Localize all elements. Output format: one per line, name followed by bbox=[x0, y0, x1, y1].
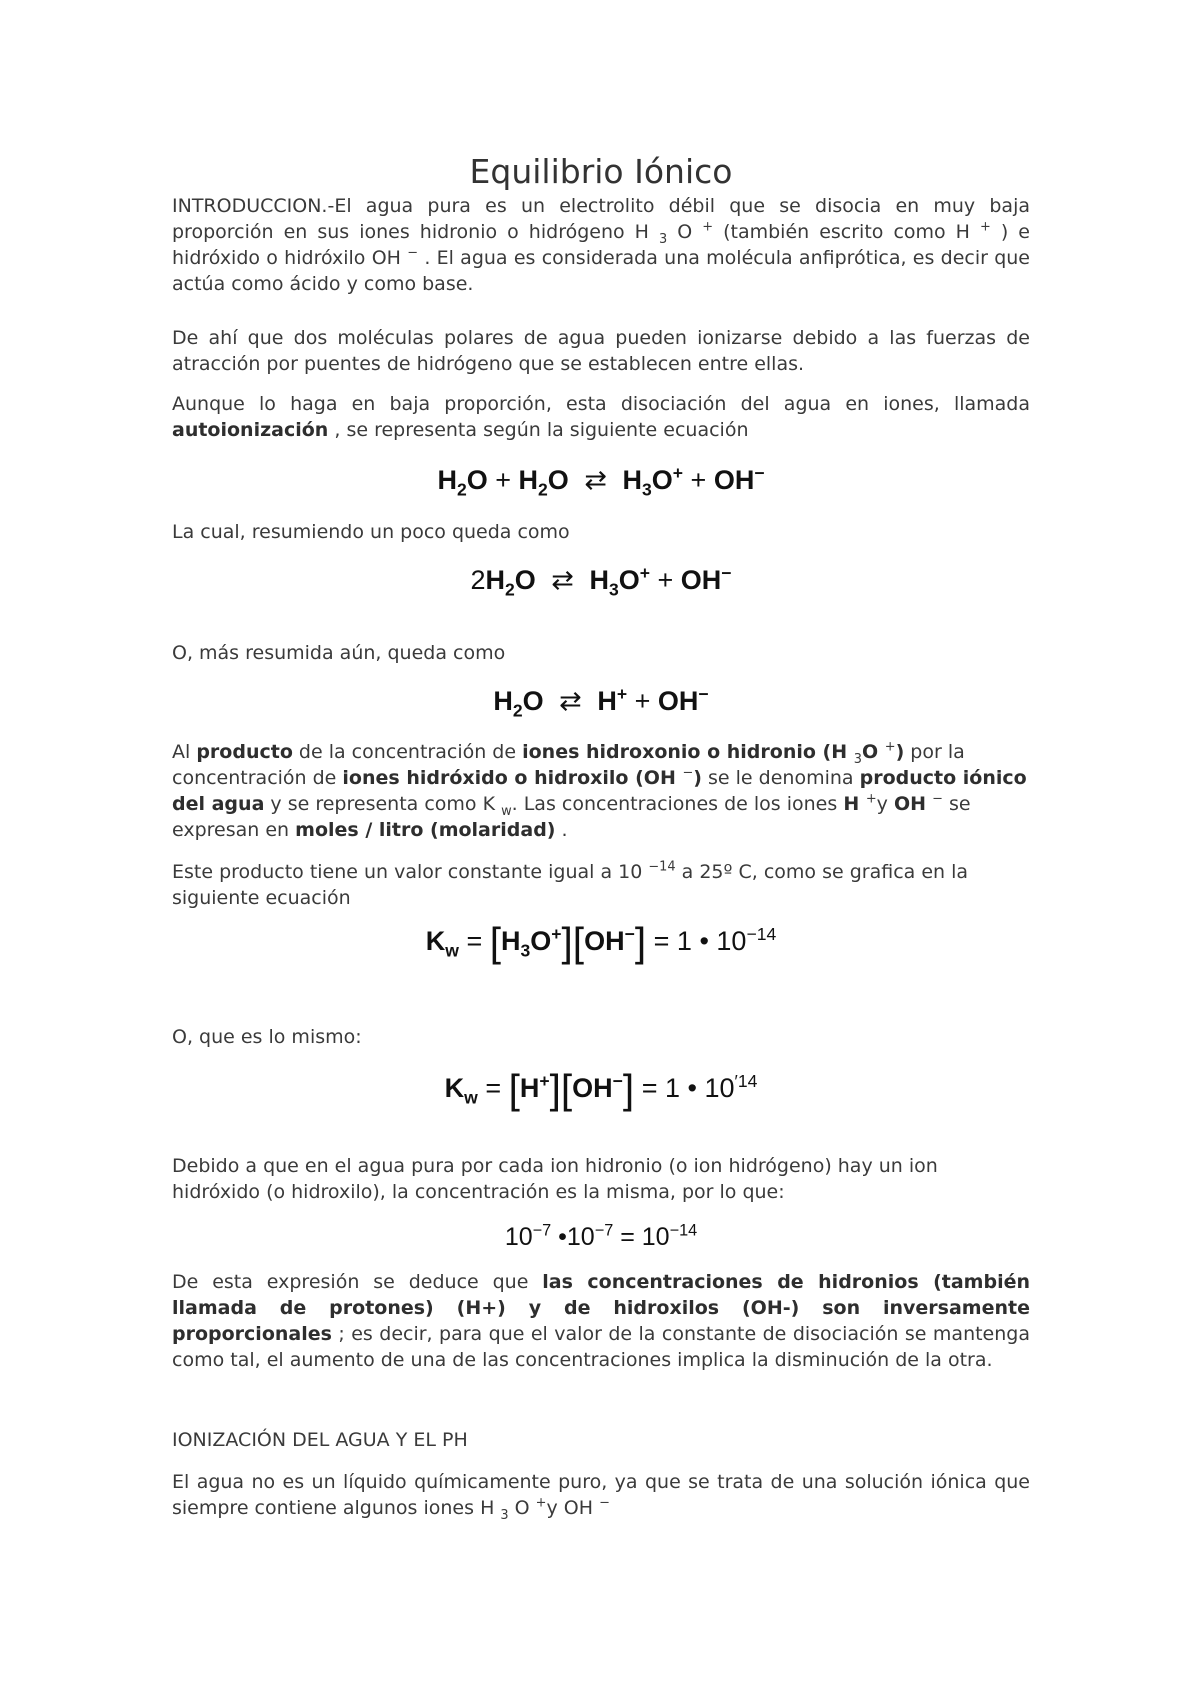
paragraph-equivalently: O, que es lo mismo: bbox=[172, 1026, 362, 1048]
paragraph-equal-concentration: Debido a que en el agua pura por cada ion hidronio (o ion hidrógeno) hay un ion hidróxido (o hidroxilo), la concentración es la misma, por lo que: bbox=[172, 1155, 938, 1203]
paragraph-constant-value: Este producto tiene un valor constante igual a 10 $^{-14}$ a 25º C, como se grafica en la siguiente ecuación bbox=[172, 859, 969, 909]
paragraph-ionic-product: Al producto de la concentración de iones hidroxonio o hidronio (H $_3$O +) por la concentración de iones hidróxido o hidroxilo (OH −) se le denomina producto iónico del agua y se representa como K $_w$. Las concentraciones de los iones H +y OH − se expresan en moles / litro (molaridad) . bbox=[172, 739, 1027, 841]
paragraph-water-not-pure: El agua no es un líquido químicamente puro, ya que se trata de una solución iónica que siempre contiene algunos iones H $_3$ O +y OH − bbox=[172, 1471, 1030, 1523]
equation-kw-hydrogen: $K_w = [H^+][OH^-] = 1$ • $10^{'14}$ bbox=[444, 1066, 758, 1112]
paragraph-autoionization: Aunque lo haga en baja proporción, esta disociación del agua en iones, llamada autoionización , se representa según la siguiente ecuación bbox=[172, 393, 1030, 441]
section-heading-ionization: IONIZACIÓN DEL AGUA Y EL PH bbox=[172, 1429, 468, 1451]
paragraph-inverse-proportionality: De esta expresión se deduce que las concentraciones de hidronios (también llamada de protones) (H+) y de hidroxilos (OH-) son inversamente proporcionales ; es decir, para que el valor de la constante de disociación se mantenga como tal, el aumento de una de las concentraciones implica la disminución de la otra. bbox=[172, 1271, 1030, 1371]
paragraph-more-summarized: O, más resumida aún, queda como bbox=[172, 642, 506, 664]
paragraph-summary: La cual, resumiendo un poco queda como bbox=[172, 521, 570, 543]
document-title: Equilibrio Iónico bbox=[469, 152, 733, 191]
equilibrium-arrow-icon: ⇄ bbox=[584, 465, 607, 495]
paragraph-polar-molecules: De ahí que dos moléculas polares de agua pueden ionizarse debido a las fuerzas de atracción por puentes de hidrógeno que se establecen entre ellas. bbox=[172, 327, 1030, 375]
document-page bbox=[172, 0, 1030, 1696]
equilibrium-arrow-icon: ⇄ bbox=[551, 565, 574, 595]
equation-kw-hydronium: $K_w = [H_3O^+][OH^-] = 1$ • $10^{-14}$ bbox=[425, 919, 777, 965]
equation-autoionization: $H_2O + H_2O$ ⇄ $H_3O^+ + OH^-$ bbox=[437, 463, 765, 500]
equation-summarized: $2H_2O$ ⇄ $H_3O^+ + OH^-$ bbox=[470, 563, 732, 600]
equation-simplest: $H_2O$ ⇄ H+ + OH− bbox=[493, 684, 709, 721]
intro-paragraph: INTRODUCCION.-El agua pura es un electrolito débil que se disocia en muy baja proporción en sus iones hidronio o hidrógeno H $_3$ O + (también escrito como H + ) e hidróxido o hidróxilo OH − . El agua es considerada una molécula anfiprótica, es decir que actúa como ácido y como base. bbox=[172, 195, 1030, 295]
equilibrium-arrow-icon: ⇄ bbox=[559, 686, 582, 716]
equation-product-of-concentrations: $10^{-7}$ $•10^{-7} = 10^{-14}$ bbox=[504, 1221, 698, 1251]
term-autoionizacion: autoionización bbox=[172, 419, 329, 441]
